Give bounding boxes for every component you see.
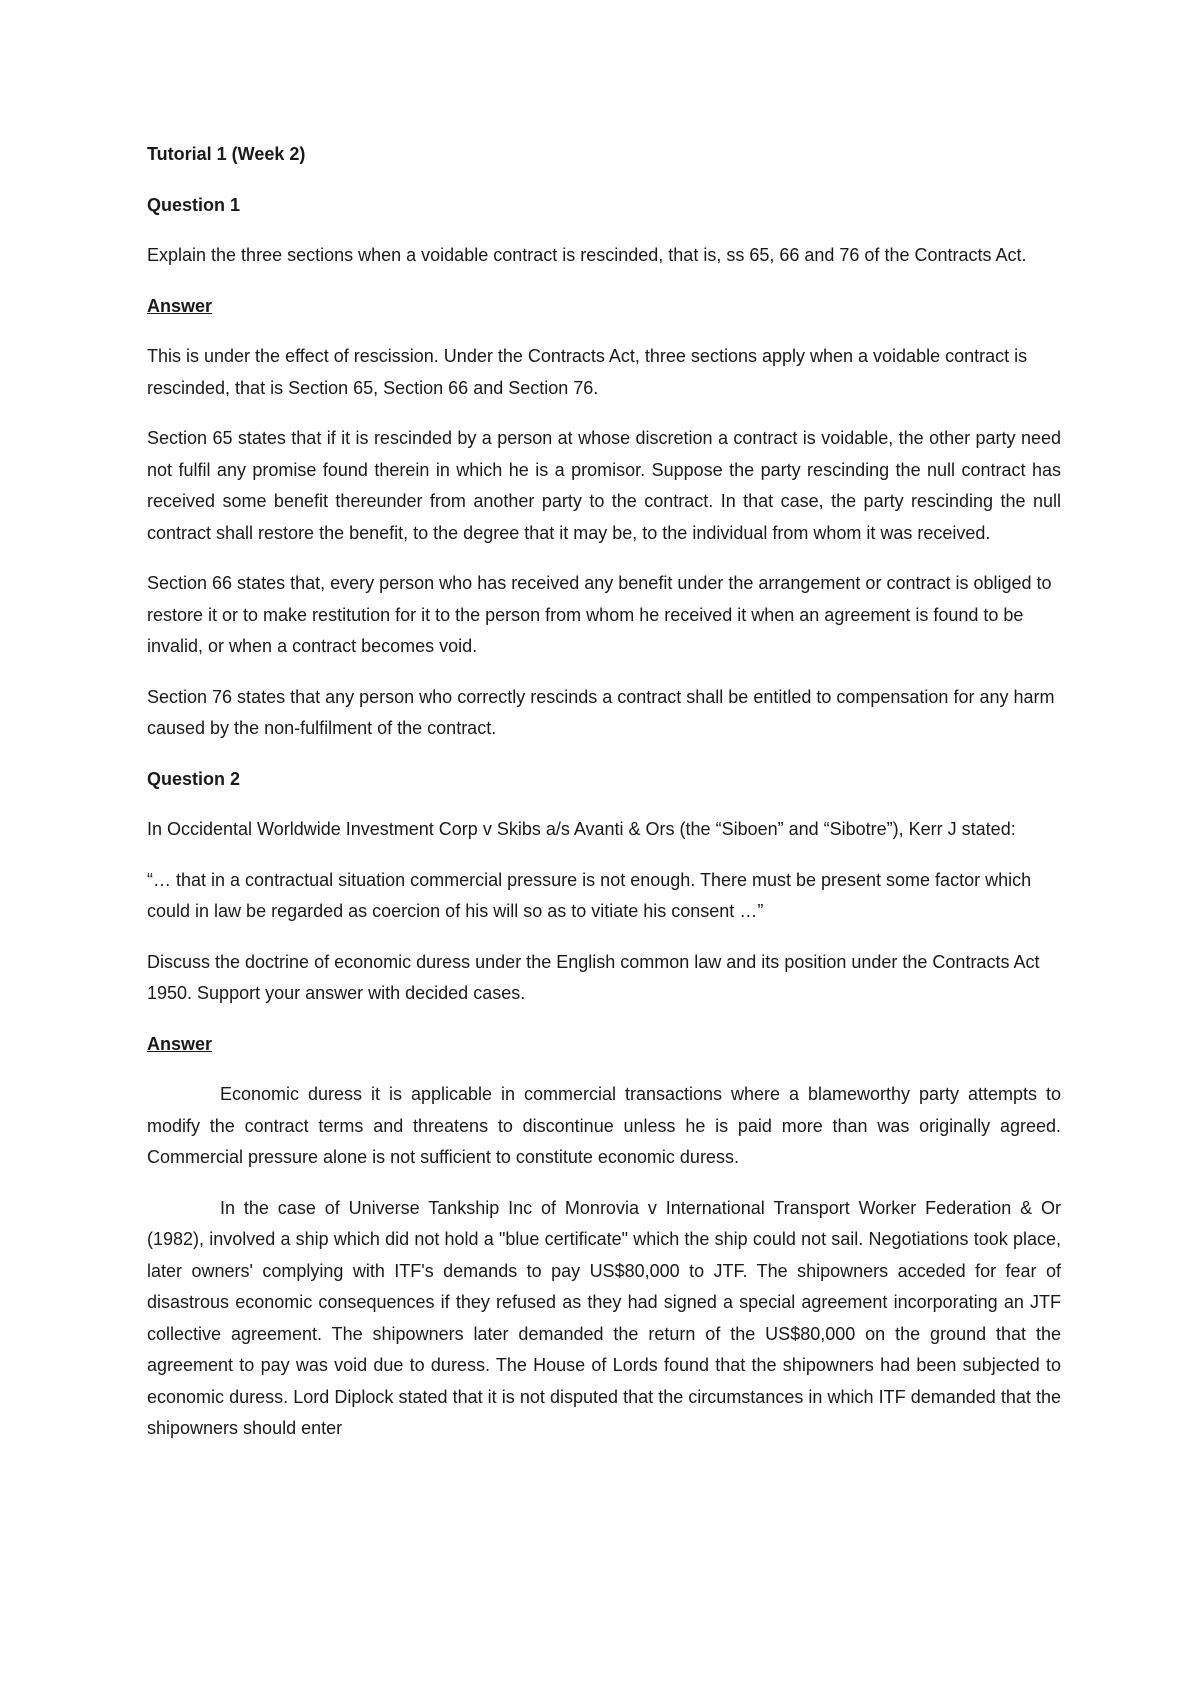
question-1-text: Explain the three sections when a voidable contract is rescinded, that is, ss 65, 66 and 76 of the Contracts Act. — [147, 245, 1027, 265]
answer-1-paragraph: Section 66 states that, every person who has received any benefit under the arrangement or contract is obliged to restore it or to make restitution for it to the person from whom he received it when an agreement is found to be invalid, or when a contract becomes void. — [147, 573, 1052, 656]
question-2-heading: Question 2 — [147, 768, 241, 789]
answer-2-paragraph: In the case of Universe Tankship Inc of Monrovia v International Transport Worker Federation & Or (1982), involved a ship which did not hold a "blue certificate" which the ship could not sail. Negotiations took place, later owners' complying with ITF's demands to pay US$80,000 to JTF. The shipowners acceded for fear of disastrous economic consequences if they refused as they had signed a special agreement incorporating an JTF collective agreement. The shipowners later demanded the return of the US$80,000 on the ground that the agreement to pay was void due to duress. The House of Lords found that the shipowners had been subjected to economic duress. Lord Diplock stated that it is not disputed that the circumstances in which ITF demanded that the shipowners should enter — [147, 1197, 1061, 1438]
answer-2-paragraph: Economic duress it is applicable in commercial transactions where a blameworthy party attempts to modify the contract terms and threatens to discontinue unless he is paid more than was originally agreed. Commercial pressure alone is not sufficient to constitute economic duress. — [147, 1084, 1061, 1167]
document-page — [147, 139, 1061, 1464]
question-1-heading: Question 1 — [147, 194, 241, 215]
question-2-intro: In Occidental Worldwide Investment Corp v Skibs a/s Avanti & Ors (the “Siboen” and “Sibotre”), Kerr J stated: — [147, 819, 1016, 839]
question-2-task: Discuss the doctrine of economic duress under the English common law and its position under the Contracts Act 1950. Support your answer with decided cases. — [147, 951, 1040, 1003]
answer-1-paragraph: This is under the effect of rescission. Under the Contracts Act, three sections apply when a voidable contract is rescinded, that is Section 65, Section 66 and Section 76. — [147, 346, 1028, 398]
answer-1-paragraph: Section 76 states that any person who correctly rescinds a contract shall be entitled to compensation for any harm caused by the non-fulfilment of the contract. — [147, 686, 1055, 738]
answer-1-paragraph: Section 65 states that if it is rescinded by a person at whose discretion a contract is voidable, the other party need not fulfil any promise found therein in which he is a promisor. Suppose the party rescinding the null contract has received some benefit thereunder from another party to the contract. In that case, the party rescinding the null contract shall restore the benefit, to the degree that it may be, to the individual from whom it was received. — [147, 428, 1061, 543]
question-2-quote: “… that in a contractual situation commercial pressure is not enough. There must be present some factor which could in law be regarded as coercion of his will so as to vitiate his consent …” — [147, 869, 1032, 921]
question-2-answer-label: Answer — [147, 1033, 213, 1054]
document-title: Tutorial 1 (Week 2) — [147, 144, 306, 164]
question-1-answer-label: Answer — [147, 295, 213, 316]
